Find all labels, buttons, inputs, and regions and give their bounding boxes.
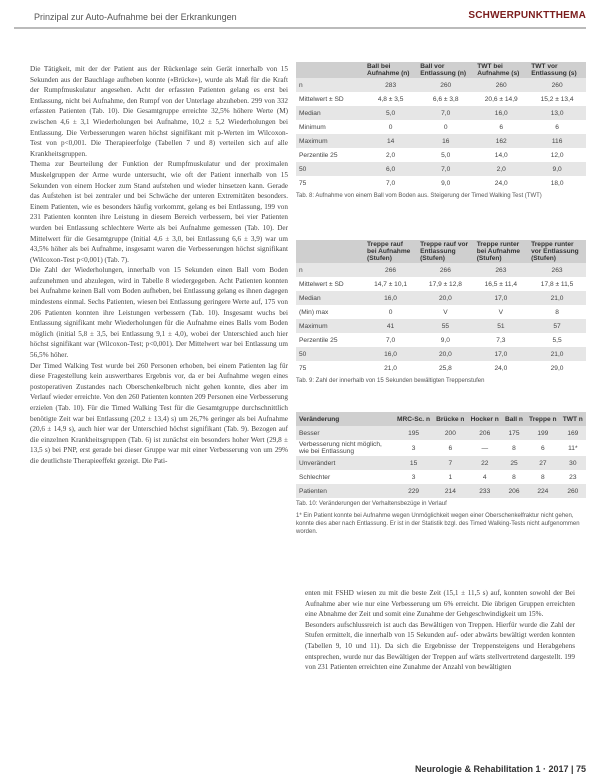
table-cell: 116 bbox=[528, 134, 586, 148]
row-label: Perzentile 25 bbox=[296, 148, 364, 162]
table-9 bbox=[296, 240, 586, 375]
table-cell: 8 bbox=[526, 470, 560, 484]
table-cell: 260 bbox=[474, 78, 528, 92]
table-row bbox=[296, 291, 586, 305]
table-row bbox=[296, 484, 586, 498]
table-cell: 11* bbox=[560, 440, 586, 456]
row-label: Maximum bbox=[296, 134, 364, 148]
paragraph: Der Timed Walking Test wurde bei 260 Personen erhoben, bei einem Patienten lag für diese Fragestellung kein auswertbares Ergebnis vor, da er bei Aufnahme wegen eines postoperativen Zustandes nach Oberschenkelbruch nicht gehen konnte, dies aber im Verlauf wieder erreichte. Von den 260 Patienten konnten 209 Personen eine Verbesserung erzielen (Tab. 10). Für die Timed Walking Test für die Gesamtgruppe durchschnittlich benötigte Zeit war bei Entlassung (20,2 ± 13,4) s) um 26,7% geringer als bei Aufnahme (20,6 ± 14,9 s), auch hier war der Unterschied höchst signifikant (Tab. 9). Bezogen auf die einzelnen Krankheitsgruppen (Tab. 6) ist zunächst ein besonders hoher Wert (29,8 ± 13,5 s) bei PNP, erst gerade bei dieser Gruppe war mit einer Verbesserung von um 29% die deutlichste Therapieeffekt gezeigt. Die Pati- bbox=[30, 361, 288, 465]
table-cell: 17,0 bbox=[474, 347, 528, 361]
table-header-cell: Treppe n bbox=[526, 412, 560, 426]
table-cell: 14 bbox=[364, 134, 417, 148]
table-cell: 57 bbox=[528, 319, 586, 333]
table-row bbox=[296, 92, 586, 106]
table-cell: 7,3 bbox=[474, 333, 528, 347]
table-row bbox=[296, 333, 586, 347]
table-cell: 266 bbox=[417, 263, 474, 277]
table-cell: 20,0 bbox=[417, 347, 474, 361]
body-column-right bbox=[305, 588, 575, 673]
paragraph: Die Tätigkeit, mit der der Patient aus der Rückenlage sein Gerät innerhalb von 15 Sekunden aus der Bauchlage aufheben konnte («Brücke»), wurde als Maß für die Kraft der Rumpfmuskulatur angesehen. Acht der erfassten Patienten gelang es erst bei Entlassung, nicht bei Aufnahme, den Rumpf von der Unterlage abzuheben. 299 von 332 erfassten Patienten (Tab. 10). Die Gesamtgruppe erreichte 32,5% höhere Werte (M) zwischen 4,6 ± 3,1 Wiederholungen bei Aufnahme, 10,2 ± 5,2 Wiederholungen bei Entlassung. Die Verbesserungen waren höchst signifikant mit p-Werten im Wilcoxon-Test von p<0,001. Die Therapieerfolge (Tabellen 7 und 8) verteilen sich auf alle Krankheitsgruppen. bbox=[30, 65, 288, 158]
header-divider bbox=[14, 27, 586, 29]
table-header-row bbox=[296, 412, 586, 426]
table-header-cell: Veränderung bbox=[296, 412, 394, 426]
table-caption: Tab. 10: Veränderungen der Verhaltensbezüge in Verlauf bbox=[296, 501, 447, 507]
table-cell: 1 bbox=[433, 470, 467, 484]
table-row bbox=[296, 456, 586, 470]
table-cell: 260 bbox=[417, 78, 474, 92]
row-label: n bbox=[296, 263, 364, 277]
table-header-cell: TWT vor Entlassung (s) bbox=[528, 62, 586, 78]
table-header-cell: MRC-Sc. n bbox=[394, 412, 433, 426]
table-row bbox=[296, 277, 586, 291]
row-label: Minimum bbox=[296, 120, 364, 134]
table-cell: 21,0 bbox=[528, 347, 586, 361]
table-caption: Tab. 9: Zahl der innerhalb von 15 Sekunden bewältigten Treppenstufen bbox=[296, 378, 485, 384]
page-footer: Neurologie & Rehabilitation 1 · 2017 | 75 bbox=[414, 764, 586, 774]
row-label: Mittelwert ± SD bbox=[296, 92, 364, 106]
row-label: Schlechter bbox=[296, 470, 394, 484]
row-label: Median bbox=[296, 291, 364, 305]
table-cell: V bbox=[417, 305, 474, 319]
table-cell: 214 bbox=[433, 484, 467, 498]
table-cell: 233 bbox=[468, 484, 502, 498]
table-cell: 2,0 bbox=[474, 162, 528, 176]
table-cell: 9,0 bbox=[417, 333, 474, 347]
table-cell: 4 bbox=[468, 470, 502, 484]
table-cell: 0 bbox=[364, 120, 417, 134]
table-cell: 8 bbox=[502, 470, 526, 484]
table-cell: 3 bbox=[394, 470, 433, 484]
row-label: Maximum bbox=[296, 319, 364, 333]
table-cell: 16,0 bbox=[474, 106, 528, 120]
table-cell: 199 bbox=[526, 426, 560, 440]
table-cell: 5,0 bbox=[364, 106, 417, 120]
paragraph: enten mit FSHD wiesen zu mit die beste Zeit (15,1 ± 11,5 s) auf, konnten sowohl der Bei Aufnahme aber wie nur eine Verbesserung um 6% erreicht. Die übrigen Gruppen erreichten eine Abnahme der Zeit und somit eine Zunahme der Gehgeschwindigkeit um 15%. bbox=[305, 589, 575, 619]
table-cell: 13,0 bbox=[528, 106, 586, 120]
table-cell: 25 bbox=[502, 456, 526, 470]
table-cell: 4,8 ± 3,5 bbox=[364, 92, 417, 106]
table-header-cell: Ball vor Entlassung (n) bbox=[417, 62, 474, 78]
table-cell: 224 bbox=[526, 484, 560, 498]
table-row bbox=[296, 120, 586, 134]
paragraph: Die Zahl der Wiederholungen, innerhalb von 15 Sekunden einen Ball vom Boden aufzunehmen und abzulegen, wird in Tabelle 8 wiedergegeben. Acht Patienten konnten bei Aufnahme keinen Ball vom Boden aufheben, bei Entlassung gelang es ihnen dagegen mindestens einmal. Sechs Patienten, wiesen bei Entlassung geringere Werte auf, 175 von 206 Patienten konnten ihre Leistungen verbessern (Tab. 10). Insgesamt wuchs bei Entlassung signifikant mehr Wiederholungen für die Aufnahme eines Balls vom Boden möglich (initial 5,8 ± 3,5, bei Entlassung 9,1 ± 4,0), wobei der Unterschied auch hier höchst signifikant war (Wilcoxon-Test; p<0,001). Der Mittelwert war bei Entlassung um 56,5% höher. bbox=[30, 266, 288, 360]
table-cell: 23 bbox=[560, 470, 586, 484]
row-label: Median bbox=[296, 106, 364, 120]
table-cell: 6 bbox=[474, 120, 528, 134]
table-header-cell: Ball n bbox=[502, 412, 526, 426]
row-label: 75 bbox=[296, 361, 364, 375]
table-cell: 263 bbox=[474, 263, 528, 277]
table-cell: 16 bbox=[417, 134, 474, 148]
table-row bbox=[296, 426, 586, 440]
table-row bbox=[296, 134, 586, 148]
table-header-row bbox=[296, 240, 586, 263]
table-cell: 14,7 ± 10,1 bbox=[364, 277, 417, 291]
table-footnote: 1* Ein Patient konnte bei Aufnahme wegen Unmöglichkeit wegen einer Oberschenkelfraktur nicht gehen, konnte dies aber nach Entlassung. Er ist in der Statistik bzgl. des Timed Walking-Tests nicht aufgenommen worden. bbox=[296, 513, 580, 535]
table-cell: V bbox=[474, 305, 528, 319]
table-header-cell: Hocker n bbox=[468, 412, 502, 426]
table-cell: — bbox=[468, 440, 502, 456]
table-caption: Tab. 8: Aufnahme von einem Ball vom Boden aus. Steigerung der Timed Walking Test (TWT) bbox=[296, 193, 542, 199]
table-cell: 17,9 ± 12,8 bbox=[417, 277, 474, 291]
table-cell: 14,0 bbox=[474, 148, 528, 162]
table-header-row bbox=[296, 62, 586, 78]
table-cell: 17,0 bbox=[474, 291, 528, 305]
table-8 bbox=[296, 62, 586, 190]
table-cell: 21,0 bbox=[528, 291, 586, 305]
row-label: Besser bbox=[296, 426, 394, 440]
table-cell: 20,6 ± 14,9 bbox=[474, 92, 528, 106]
table-cell: 260 bbox=[560, 484, 586, 498]
table-cell: 9,0 bbox=[528, 162, 586, 176]
row-label: Unverändert bbox=[296, 456, 394, 470]
row-label: (Min) max bbox=[296, 305, 364, 319]
table-header-cell: Brücke n bbox=[433, 412, 467, 426]
row-label: Patienten bbox=[296, 484, 394, 498]
table-cell: 18,0 bbox=[528, 176, 586, 190]
table-row bbox=[296, 440, 586, 456]
table-cell: 7,0 bbox=[364, 333, 417, 347]
table-cell: 195 bbox=[394, 426, 433, 440]
table-cell: 7 bbox=[433, 456, 467, 470]
table-header-cell: TWT n bbox=[560, 412, 586, 426]
table-cell: 206 bbox=[502, 484, 526, 498]
paragraph: Thema zur Beurteilung der Funktion der Rumpfmuskulatur und der proximalen Muskelgruppen der Arme wurde untersucht, wie oft der Patient innerhalb von 15 Sekunden von einem Hocker zum Stand aufstehen und wieder hinsetzen kann. Gerade das Aufstehen ist bei zentraler und bei Schwäche der unteren Extremitäten besonders. Einem Patienten, wie es besonders häufig vorkommt, gelang es bei Entlassung, 199 von 231 Patienten konnten ihre Leistung in diesem Bereich verbessern, bei vier Patienten wurden bei Entlassung schlechtere Werte als bei Aufnahme gemessen (Tab. 10). Der Mittelwert für die Gesamtgruppe (Initial 4,6 ± 3,0, bei Entlassung 6,6 ± 3,9) war um 43,5% höher als bei Aufnahme, insgesamt waren die Verbesserungen höchst signifikant (Wilcoxon-Test p<0,001) (Tab. 7). bbox=[30, 160, 288, 264]
table-cell: 16,0 bbox=[364, 291, 417, 305]
table-cell: 21,0 bbox=[364, 361, 417, 375]
table-cell: 15,2 ± 13,4 bbox=[528, 92, 586, 106]
table-cell: 30 bbox=[560, 456, 586, 470]
table-cell: 6 bbox=[433, 440, 467, 456]
table-cell: 6,0 bbox=[364, 162, 417, 176]
table-cell: 15 bbox=[394, 456, 433, 470]
table-row bbox=[296, 148, 586, 162]
table-cell: 12,0 bbox=[528, 148, 586, 162]
table-cell: 51 bbox=[474, 319, 528, 333]
table-cell: 0 bbox=[364, 305, 417, 319]
table-cell: 2,0 bbox=[364, 148, 417, 162]
table-header-cell bbox=[296, 62, 364, 78]
section-label: SCHWERPUNKTTHEMA bbox=[468, 10, 586, 21]
table-cell: 260 bbox=[528, 78, 586, 92]
table-8-container bbox=[296, 62, 586, 199]
table-cell: 200 bbox=[433, 426, 467, 440]
table-cell: 55 bbox=[417, 319, 474, 333]
row-label: n bbox=[296, 78, 364, 92]
table-cell: 24,0 bbox=[474, 176, 528, 190]
table-cell: 266 bbox=[364, 263, 417, 277]
table-row bbox=[296, 106, 586, 120]
table-header-cell: TWT bei Aufnahme (s) bbox=[474, 62, 528, 78]
table-cell: 9,0 bbox=[417, 176, 474, 190]
table-cell: 175 bbox=[502, 426, 526, 440]
table-cell: 6 bbox=[526, 440, 560, 456]
table-cell: 20,0 bbox=[417, 291, 474, 305]
table-cell: 16,0 bbox=[364, 347, 417, 361]
row-label: 75 bbox=[296, 176, 364, 190]
body-column-left bbox=[30, 64, 288, 467]
table-row bbox=[296, 263, 586, 277]
table-row bbox=[296, 162, 586, 176]
table-row bbox=[296, 470, 586, 484]
table-header-cell: Ball bei Aufnahme (n) bbox=[364, 62, 417, 78]
table-cell: 17,8 ± 11,5 bbox=[528, 277, 586, 291]
table-cell: 41 bbox=[364, 319, 417, 333]
table-header-cell: Treppe runter bei Aufnahme (Stufen) bbox=[474, 240, 528, 263]
table-cell: 263 bbox=[528, 263, 586, 277]
table-cell: 6,6 ± 3,8 bbox=[417, 92, 474, 106]
table-cell: 206 bbox=[468, 426, 502, 440]
table-header-cell: Treppe runter vor Entlassung (Stufen) bbox=[528, 240, 586, 263]
paragraph: Besonders aufschlussreich ist auch das Bewältigen von Treppen. Hierfür wurde die Zahl der Stufen ermittelt, die innerhalb von 15 Sekunden auf- oder abwärts bewältigt werden konnten (Tabellen 9, 10 und 11). Da sich die Ergebnisse der Treppensteigens und Herabgehens entsprechen, wurde nur das Bewältigen der Treppen auf wärts stellvertretend dargestellt. 199 von 231 Patienten erreichten eine Zunahme der Anzahl von bewältigten bbox=[305, 620, 575, 672]
row-label: Verbesserung nicht möglich, wie bei Entlassung bbox=[296, 440, 394, 456]
table-cell: 283 bbox=[364, 78, 417, 92]
table-cell: 7,0 bbox=[417, 162, 474, 176]
table-header-cell bbox=[296, 240, 364, 263]
row-label: Perzentile 25 bbox=[296, 333, 364, 347]
table-row bbox=[296, 78, 586, 92]
table-header-cell: Treppe rauf vor Entlassung (Stufen) bbox=[417, 240, 474, 263]
table-cell: 7,0 bbox=[364, 176, 417, 190]
table-cell: 24,0 bbox=[474, 361, 528, 375]
table-cell: 8 bbox=[502, 440, 526, 456]
row-label: Mittelwert ± SD bbox=[296, 277, 364, 291]
table-cell: 29,0 bbox=[528, 361, 586, 375]
table-cell: 8 bbox=[528, 305, 586, 319]
table-cell: 27 bbox=[526, 456, 560, 470]
table-row bbox=[296, 347, 586, 361]
table-cell: 162 bbox=[474, 134, 528, 148]
table-cell: 3 bbox=[394, 440, 433, 456]
table-cell: 25,8 bbox=[417, 361, 474, 375]
table-cell: 0 bbox=[417, 120, 474, 134]
table-cell: 22 bbox=[468, 456, 502, 470]
table-row bbox=[296, 176, 586, 190]
table-10-container bbox=[296, 412, 586, 536]
table-cell: 7,0 bbox=[417, 106, 474, 120]
running-header-left: Prinzipal zur Auto-Aufnahme bei der Erkrankungen bbox=[34, 12, 237, 22]
table-cell: 5,5 bbox=[528, 333, 586, 347]
table-10 bbox=[296, 412, 586, 498]
row-label: 50 bbox=[296, 162, 364, 176]
table-row bbox=[296, 361, 586, 375]
table-9-container bbox=[296, 240, 586, 384]
row-label: 50 bbox=[296, 347, 364, 361]
table-cell: 6 bbox=[528, 120, 586, 134]
table-row bbox=[296, 305, 586, 319]
table-cell: 229 bbox=[394, 484, 433, 498]
table-header-cell: Treppe rauf bei Aufnahme (Stufen) bbox=[364, 240, 417, 263]
table-row bbox=[296, 319, 586, 333]
table-cell: 169 bbox=[560, 426, 586, 440]
table-cell: 5,0 bbox=[417, 148, 474, 162]
table-cell: 16,5 ± 11,4 bbox=[474, 277, 528, 291]
